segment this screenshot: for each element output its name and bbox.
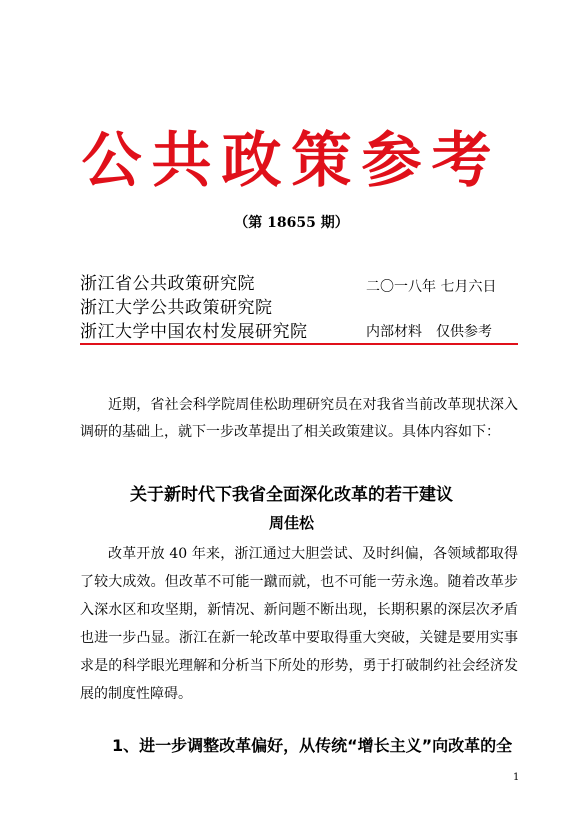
article-title: 关于新时代下我省全面深化改革的若干建议: [130, 485, 453, 505]
body-paragraph: 改革开放 40 年来，浙江通过大胆尝试、及时纠偏，各领域都取得了较大成效。但改革不可能一蹴而就，也不可能一劳永逸。随着改革步入深水区和攻坚期，新情况、新问题不断出现，长期积累的深层次矛盾也进一步凸显。浙江在新一轮改革中要取得重大突破，关键是要用实事求是的科学眼光理解和分析当下所处的形势，勇于打破制约社会经济发展的制度性障碍。: [80, 546, 518, 702]
org-line-1: 浙江省公共政策研究院: [80, 274, 255, 294]
issue-number: （第 18655 期）: [234, 215, 349, 231]
masthead-title: 公共政策参考: [81, 126, 502, 196]
classification-note: 内部材料 仅供参考: [366, 324, 492, 340]
org-line-2: 浙江大学公共政策研究院: [80, 298, 273, 318]
intro-paragraph: 近期，省社会科学院周佳松助理研究员在对我省当前改革现状深入调研的基础上，就下一步改革提出了相关政策建议。具体内容如下：: [80, 397, 518, 440]
header-divider: [80, 343, 518, 345]
article-author: 周佳松: [268, 514, 314, 532]
publish-date: 二〇一八年 七月六日: [366, 279, 497, 295]
page-number: 1: [513, 772, 520, 783]
org-line-3: 浙江大学中国农村发展研究院: [80, 322, 308, 342]
section-heading: 1、进一步调整改革偏好，从传统“增长主义”向改革的全: [112, 736, 513, 755]
